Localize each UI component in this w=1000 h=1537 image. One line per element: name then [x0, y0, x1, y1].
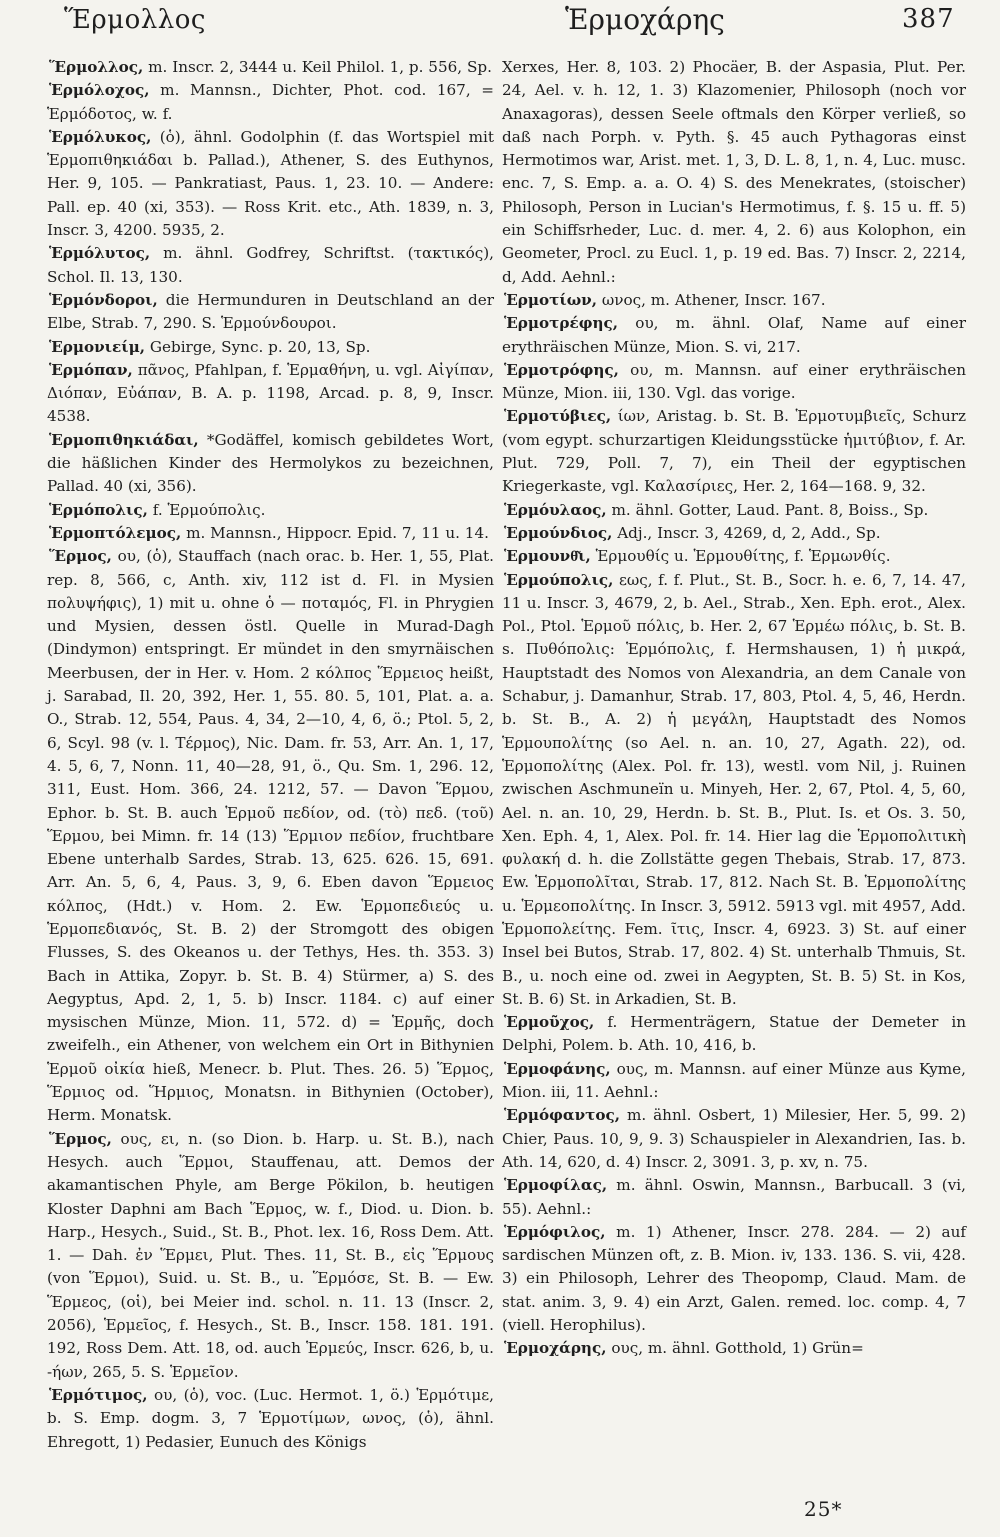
entry-headword: Ἑρμόλυκος, — [49, 127, 152, 146]
entry-text: ου, (ὁ), Stauffach (nach orac. b. Her. 1, 55, Plat. rep. 8, 566, c, Anth. xiv, 112 ist d. Fl. in Mysien πολυψήφις), 1) mit u. ohne ὁ — ποταμός, Fl. in Phrygien und Mysien, dessen östl. Quelle in Murad-Dagh (Dindymon) entspringt. Er mündet in den smyrnäischen Meerbusen, der in Her. v. Hom. 2 κόλπος Ἕρμειος heißt, j. Sarabad, Il. 20, 392, Her. 1, 55. 80. 5, 101, Plat. a. a. O., Strab. 12, 554, Paus. 4, 34, 2—10, 4, 6, ö.; Ptol. 5, 2, 6, Scyl. 98 (v. l. Τέρμος), Nic. Dam. fr. 53, Arr. An. 1, 17, 4. 5, 6, 7, Nonn. 11, 40—28, 91, ö., Qu. Sm. 1, 296. 12, 311, Eust. Hom. 366, 24. 1212, 57. — Davon Ἕρμου, Ephor. b. St. B. auch Ἑρμοῦ πεδίον, od. (τὸ) πεδ. (τοῦ) Ἕρμου, bei Mimn. fr. 14 (13) Ἕρμιον πεδίον, fruchtbare Ebene unterhalb Sardes, Strab. 13, 625. 626. 15, 691. Arr. An. 5, 6, 4, Paus. 3, 9, 6. Eben davon Ἕρμειος κόλπος, (Hdt.) v. Hom. 2. Ew. Ἑρμοπεδιεύς u. Ἑρμοπεδιανός, St. B. 2) der Stromgott des obigen Flusses, S. des Okeanos u. der Tethys, Hes. th. 353. 3) Bach in Attika, Zopyr. b. St. B. 4) Stürmer, a) S. des Aegyptus, Apd. 2, 1, 5. b) Inscr. 1184. c) auf einer mysischen Münze, Mion. 11, 572. d) = Ἑρμῆς, doch zweifelh., ein Athener, von welchem ein Ort in Bithynien Ἑρμοῦ οἰκία hieß, Menecr. b. Plut. Thes. 26. 5) Ἕρμος, Ἕρμιος od. Ἥρμιος, Monatsn. in Bithynien (October), Herm. Monatsk. — [47, 547, 494, 1125]
page-number: 387 — [902, 4, 955, 34]
entry-headword: Ἑρμόπαν, — [49, 360, 133, 379]
entry-headword: Ἑρμόλυτος, — [49, 244, 151, 263]
entry-text: m. ähnl. Godfrey, Schriftst. (τακτικός), Schol. Il. 13, 130. — [47, 244, 494, 286]
dictionary-entry — [502, 545, 966, 568]
entry-text: ου, m. Mannsn. auf einer erythräischen Münze, Mion. iii, 130. Vgl. das vorige. — [502, 360, 966, 403]
dictionary-entry — [502, 1058, 966, 1105]
entry-headword: Ἑρμοφίλας, — [504, 1176, 608, 1195]
dictionary-entry — [502, 289, 966, 312]
entry-headword: Ἑρμόνδοροι, — [49, 290, 158, 309]
entry-text: m. Mannsn., Dichter, Phot. cod. 167, = Ἑρμόδοτος, w. f. — [47, 81, 494, 123]
entry-text: Gebirge, Sync. p. 20, 13, Sp. — [145, 337, 371, 356]
dictionary-entry — [47, 289, 494, 336]
entry-text: m. ähnl. Gotter, Laud. Pant. 8, Boiss., Sp. — [606, 500, 929, 519]
dictionary-entry — [502, 405, 966, 498]
entry-text: ου, (ὁ), voc. (Luc. Hermot. 1, ö.) Ἑρμότιμε, b. S. Emp. dogm. 3, 7 Ἑρμοτίμων, ωνος, (ὁ), ähnl. Ehregott, 1) Pedasier, Eunuch des Königs — [47, 1385, 494, 1451]
entry-text: ου, m. ähnl. Olaf, Name auf einer erythräischen Münze, Mion. S. vi, 217. — [502, 314, 966, 356]
entry-headword: Ἕρμος, — [49, 547, 112, 566]
signature-mark: 25* — [804, 1497, 843, 1521]
entry-headword: Ἑρμοτρέφης, — [504, 314, 619, 333]
dictionary-entry — [502, 1337, 966, 1360]
entry-text: Adj., Inscr. 3, 4269, d, 2, Add., Sp. — [612, 523, 881, 542]
entry-text: (ὁ), ähnl. Godolphin (f. das Wortspiel mit Ἑρμοπιθηκιάδαι b. Pallad.), Athener, S. des Euthynos, Her. 9, 105. — Pankratiast, Paus. 1, 23. 10. — Andere: Pall. ep. 40 (xi, 353). — Ross Krit. etc., Ath. 1839, n. 3, Inscr. 3, 4200. 5935, 2. — [47, 127, 494, 240]
entry-headword: Ἑρμονιείμ, — [49, 337, 146, 356]
entry-headword: Ἑρμοχάρης, — [504, 1339, 607, 1358]
entry-headword: Ἑρμούνδιος, — [504, 523, 613, 542]
entry-text: ωνος, m. Athener, Inscr. 167. — [597, 290, 826, 309]
dictionary-entry — [47, 126, 494, 242]
running-head-left: Ἕρμολλος — [64, 5, 206, 35]
left-column — [47, 56, 494, 1454]
entry-headword: Ἑρμοτύβιες, — [504, 407, 612, 426]
entry-headword: Ἑρμόλοχος, — [49, 81, 150, 100]
dictionary-entry — [47, 1128, 494, 1384]
entry-text: Ἑρμουθίς u. Ἑρμουθίτης, f. Ἑρμωνθίς. — [590, 547, 891, 566]
dictionary-entry — [47, 429, 494, 499]
dictionary-entry — [47, 499, 494, 522]
entry-text: m. 1) Athener, Inscr. 278. 284. — 2) auf sardischen Münzen oft, z. B. Mion. iv, 133. 136. S. vii, 428. 3) ein Philosoph, Lehrer des Theopomp, Claud. Mam. de stat. anim. 3, 9. 4) ein Arzt, Galen. remed. loc. comp. 4, 7 (viell. Herophilus). — [502, 1222, 966, 1335]
entry-headword: Ἕρμολλος, — [49, 58, 144, 76]
page-header — [0, 0, 1000, 60]
dictionary-entry — [502, 56, 966, 289]
entry-headword: Ἑρμότιμος, — [49, 1385, 148, 1404]
dictionary-entry — [502, 569, 966, 1012]
entry-headword: Ἑρμόπολις, — [49, 500, 148, 519]
dictionary-entry — [47, 522, 494, 545]
entry-headword: Ἑρμοπιθηκιάδαι, — [49, 430, 199, 449]
dictionary-entry — [502, 499, 966, 522]
dictionary-entry — [502, 359, 966, 406]
entry-text: die Hermunduren in Deutschland an der Elbe, Strab. 7, 290. S. Ἑρμούνδουροι. — [47, 290, 494, 333]
entry-text: ους, m. ähnl. Gotthold, 1) Grün= — [606, 1339, 864, 1358]
entry-headword: Ἑρμούπολις, — [504, 570, 614, 589]
entry-headword: Ἑρμοῦχος, — [504, 1013, 595, 1032]
dictionary-entry — [47, 79, 494, 126]
entry-headword: Ἑρμοτίων, — [504, 290, 598, 309]
dictionary-entry — [502, 1174, 966, 1221]
entry-text: f. Hermenträgern, Statue der Demeter in Delphi, Polem. b. Ath. 10, 416, b. — [502, 1013, 966, 1055]
running-head-right: Ἑρμοχάρης — [565, 3, 725, 36]
entry-text: ους, m. Mannsn. auf einer Münze aus Kyme, Mion. iii, 11. Aehnl.: — [502, 1059, 966, 1102]
dictionary-entry — [502, 1011, 966, 1058]
dictionary-entry — [47, 336, 494, 359]
entry-text: εως, f. f. Plut., St. B., Socr. h. e. 6, 7, 14. 47, 11 u. Inscr. 3, 4679, 2, b. Ael., Strab., Xen. Eph. erot., Alex. Pol., Ptol. Ἑρμοῦ πόλις, b. Her. 2, 67 Ἑρμέω πόλις, b. St. B. s. Πυθόπολις: Ἑρμόπολις, f. Hermshausen, 1) ἡ μικρά, Hauptstadt des Nomos von Alexandria, an dem Canale von Schabur, j. Damanhur, Strab. 17, 803, Ptol. 4, 5, 46, Herdn. b. St. B., A. 2) ἡ μεγάλη, Hauptstadt des Nomos Ἑρμουπολίτης (so Ael. n. an. 10, 27, Agath. 22), od. Ἑρμοπολίτης (Alex. Pol. fr. 13), westl. vom Nil, j. Ruinen zwischen Aschmuneïn u. Minyeh, Her. 2, 67, Ptol. 4, 5, 60, Ael. n. an. 10, 29, Herdn. b. St. B., Plut. Is. et Os. 3. 50, Xen. Eph. 4, 1, Alex. Pol. fr. 14. Hier lag die Ἑρμοπολιτικὴ φυλακή d. h. die Zollstätte gegen Thebais, Strab. 17, 873. Ew. Ἑρμοπολῖται, Strab. 17, 812. Nach St. B. Ἑρμοπολίτης u. Ἑρμεοπολίτης. In Inscr. 3, 5912. 5913 vgl. mit 4957, Add. Ἑρμοπολείτης. Fem. ῖτις, Inscr. 4, 6923. 3) St. auf einer Insel bei Butos, Strab. 17, 802. 4) St. unterhalb Thmuis, St. B., u. noch eine od. zwei in Aegypten, St. B. 5) St. in Kos, St. B. 6) St. in Arkadien, St. B. — [502, 570, 966, 1008]
right-column — [502, 56, 966, 1361]
entry-headword: Ἑρμοφάνης, — [504, 1059, 611, 1078]
dictionary-entry — [47, 359, 494, 429]
entry-headword: Ἑρμουνθ͂ι, — [504, 547, 591, 566]
entry-headword: Ἑρμοπτόλεμος, — [49, 523, 182, 542]
entry-headword: Ἑρμόφαντος, — [504, 1106, 620, 1125]
dictionary-entry — [502, 312, 966, 359]
entry-text: ους, ει, n. (so Dion. b. Harp. u. St. B.), nach Hesych. auch Ἕρμοι, Stauffenau, att. Demos der akamantischen Phyle, am Berge Pökilon, b. heutigen Kloster Daphni am Bach Ἕρμος, w. f., Diod. u. Dion. b. Harp., Hesych., Suid., St. B., Phot. lex. 16, Ross Dem. Att. 1. — Dah. ἐν Ἕρμει, Plut. Thes. 11, St. B., εἰς Ἕρμους (von Ἕρμοι), Suid. u. St. B., u. Ἕρμόσε, St. B. — Ew. Ἕρμεος, (οἱ), bei Meier ind. schol. n. 11. 13 (Inscr. 2, 2056), Ἑρμεῖος, f. Hesych., St. B., Inscr. 158. 181. 191. 192, Ross Dem. Att. 18, od. auch Ἑρμεύς, Inscr. 626, b, u. -ήων, 265, 5. S. Ἑρμεῖον. — [47, 1129, 494, 1381]
dictionary-entry — [502, 1221, 966, 1337]
entry-text: m. ähnl. Oswin, Mannsn., Barbucall. 3 (vi, 55). Aehnl.: — [502, 1176, 966, 1218]
entry-text: Xerxes, Her. 8, 103. 2) Phocäer, B. der Aspasia, Plut. Per. 24, Ael. v. h. 12, 1. 3) Klazomenier, Philosoph (noch vor Anaxagoras), dessen Seele oftmals den Körper verließ, so daß nach Porph. v. Pyth. §. 45 auch Pythagoras einst Hermotimos war, Arist. met. 1, 3, D. L. 8, 1, n. 4, Luc. musc. enc. 7, S. Emp. a. a. O. 4) S. des Menekrates, (stoischer) Philosoph, Person in Lucian's Hermotimus, f. §. 15 u. ff. 5) ein Schiffsrheder, Luc. d. mer. 4, 2. 6) aus Kolophon, ein Geometer, Procl. zu Eucl. 1, p. 19 ed. Bas. 7) Inscr. 2, 2214, d, Add. Aehnl.: — [502, 58, 966, 286]
entry-headword: Ἑρμόυλαος, — [504, 500, 607, 519]
dictionary-entry — [47, 545, 494, 1127]
entry-text: *Godäffel, komisch gebildetes Wort, die häßlichen Kinder des Hermolykos zu bezeichnen, Pallad. 40 (xi, 356). — [47, 430, 494, 496]
entry-text: πᾶνος, Pfahlpan, f. Ἑρμαθήνη, u. vgl. Αἰγίπαν, Διόπαν, Εὐάπαν, B. A. p. 1198, Arcad. p. 8, 9, Inscr. 4538. — [47, 360, 494, 426]
entry-text: m. Inscr. 2, 3444 u. Keil Philol. 1, p. 556, Sp. — [143, 58, 492, 76]
entry-text: ίων, Aristag. b. St. B. Ἑρμοτυμβιεῖς, Schurz (vom egypt. schurzartigen Kleidungsstücke ἡμιτύβιον, f. Ar. Plut. 729, Poll. 7, 7), ein Theil der egyptischen Kriegerkaste, vgl. Καλασίριες, Her. 2, 164—168. 9, 32. — [502, 407, 966, 496]
dictionary-entry — [47, 242, 494, 289]
entry-text: m. Mannsn., Hippocr. Epid. 7, 11 u. 14. — [181, 523, 489, 542]
entry-headword: Ἑρμοτρόφης, — [504, 360, 619, 379]
dictionary-entry — [502, 1104, 966, 1174]
dictionary-entry — [47, 1384, 494, 1454]
entry-headword: Ἕρμος, — [49, 1129, 112, 1148]
entry-text: f. Ἑρμούπολις. — [147, 500, 266, 519]
dictionary-entry — [47, 56, 494, 79]
entry-text: m. ähnl. Osbert, 1) Milesier, Her. 5, 99. 2) Chier, Paus. 10, 9, 9. 3) Schauspieler in Alexandrien, Ias. b. Ath. 14, 620, d. 4) Inscr. 2, 3091. 3, p. xv, n. 75. — [502, 1106, 966, 1171]
dictionary-entry — [502, 522, 966, 545]
entry-headword: Ἑρμόφιλος, — [504, 1222, 606, 1241]
